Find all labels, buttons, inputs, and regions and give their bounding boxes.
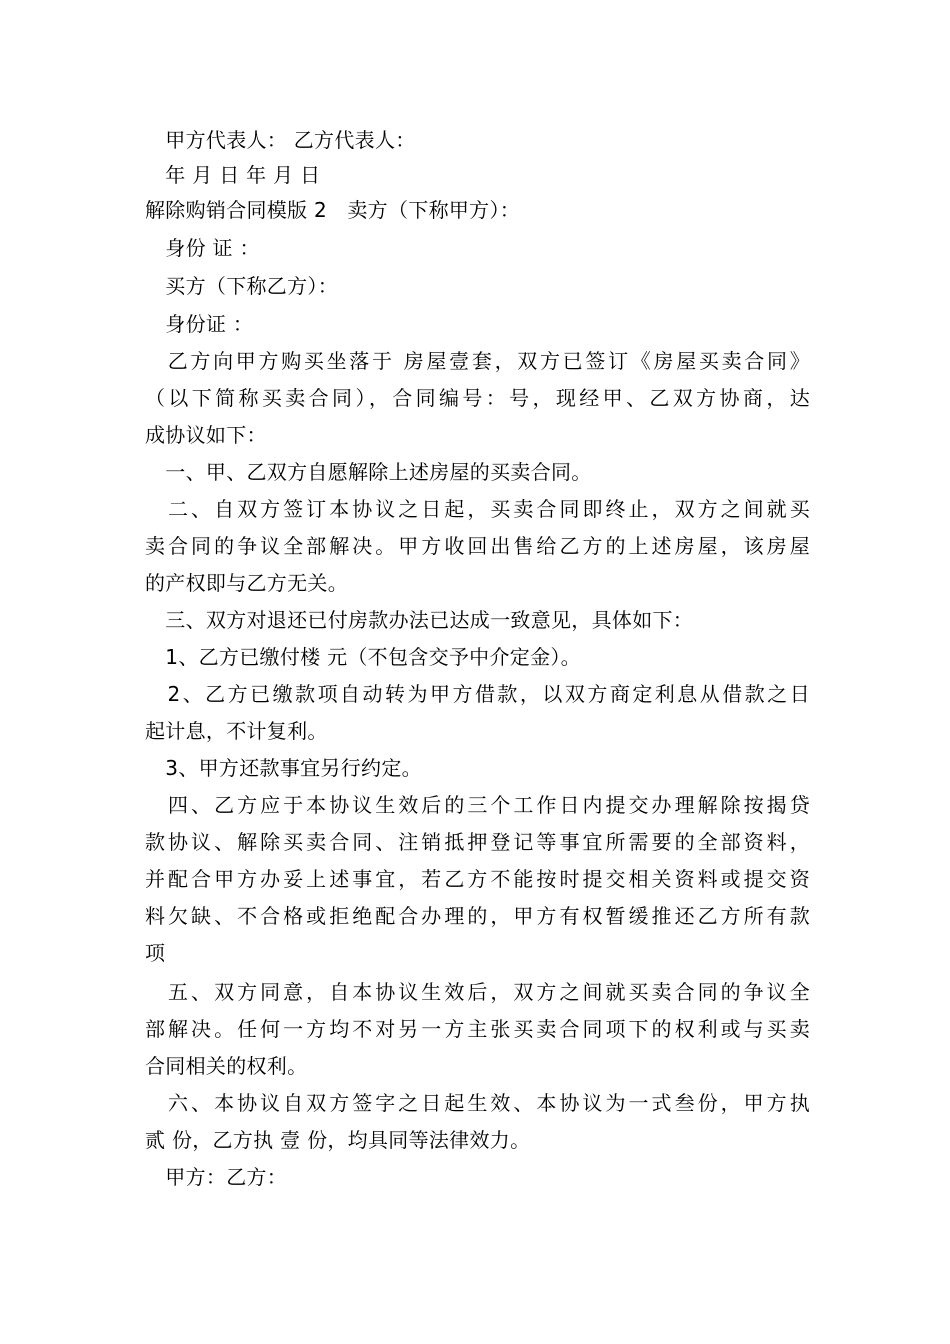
clause-4-line-1: 四、乙方应于本协议生效后的三个工作日内提交办理解除按揭贷	[145, 793, 810, 817]
clause-4-line-3: 并配合甲方办妥上述事宜，若乙方不能按时提交相关资料或提交资	[145, 867, 810, 891]
template-title-seller-line: 解除购销合同模版 2 卖方（下称甲方）：	[145, 198, 521, 222]
clause-1-line: 一、甲、乙双方自愿解除上述房屋的买卖合同。	[145, 460, 592, 484]
party-signature-line: 甲方：乙方：	[145, 1165, 288, 1189]
intro-paragraph-line-2: （以下简称买卖合同），合同编号：号，现经甲、乙双方协商，达	[145, 386, 810, 410]
clause-4-line-5: 项	[145, 941, 166, 965]
clause-4-line-2: 款协议、解除买卖合同、注销抵押登记等事宜所需要的全部资料，	[145, 830, 810, 854]
clause-5-line-2: 部解决。任何一方均不对另一方主张买卖合同项下的权利或与买卖	[145, 1017, 810, 1041]
signature-representatives-line: 甲方代表人： 乙方代表人：	[145, 128, 416, 152]
clause-3-item-3-line: 3、甲方还款事宜另行约定。	[145, 756, 422, 780]
clause-5-line-1: 五、双方同意，自本协议生效后，双方之间就买卖合同的争议全	[145, 980, 810, 1004]
intro-paragraph-line-3: 成协议如下：	[145, 423, 267, 447]
clause-4-line-4: 料欠缺、不合格或拒绝配合办理的，甲方有权暂缓推还乙方所有款	[145, 904, 810, 928]
clause-2-line-1: 二、自双方签订本协议之日起，买卖合同即终止，双方之间就买	[145, 497, 810, 521]
seller-id-line: 身份 证 ：	[145, 236, 260, 260]
clause-3-item-1-line: 1、乙方已缴付楼 元（不包含交予中介定金）。	[145, 645, 581, 669]
clause-3-item-2-line-2: 起计息，不计复利。	[145, 719, 328, 743]
signature-dates-line: 年 月 日 年 月 日	[145, 163, 321, 187]
clause-3-item-2-line-1: 2、乙方已缴款项自动转为甲方借款，以双方商定利息从借款之日	[145, 682, 810, 706]
buyer-line: 买方（下称乙方）：	[145, 274, 338, 298]
clause-2-line-3: 的产权即与乙方无关。	[145, 571, 348, 595]
intro-paragraph-line-1: 乙方向甲方购买坐落于 房屋壹套，双方已签订《房屋买卖合同》	[145, 349, 810, 373]
buyer-id-line: 身份证 ：	[145, 312, 254, 336]
clause-3-line: 三、双方对退还已付房款办法已达成一致意见，具体如下：	[145, 608, 694, 632]
clause-6-line-1: 六、本协议自双方签字之日起生效、本协议为一式叁份，甲方执	[145, 1091, 810, 1115]
clause-2-line-2: 卖合同的争议全部解决。甲方收回出售给乙方的上述房屋，该房屋	[145, 534, 810, 558]
clause-5-line-3: 合同相关的权利。	[145, 1054, 308, 1078]
clause-6-line-2: 贰 份，乙方执 壹 份，均具同等法律效力。	[145, 1128, 531, 1152]
